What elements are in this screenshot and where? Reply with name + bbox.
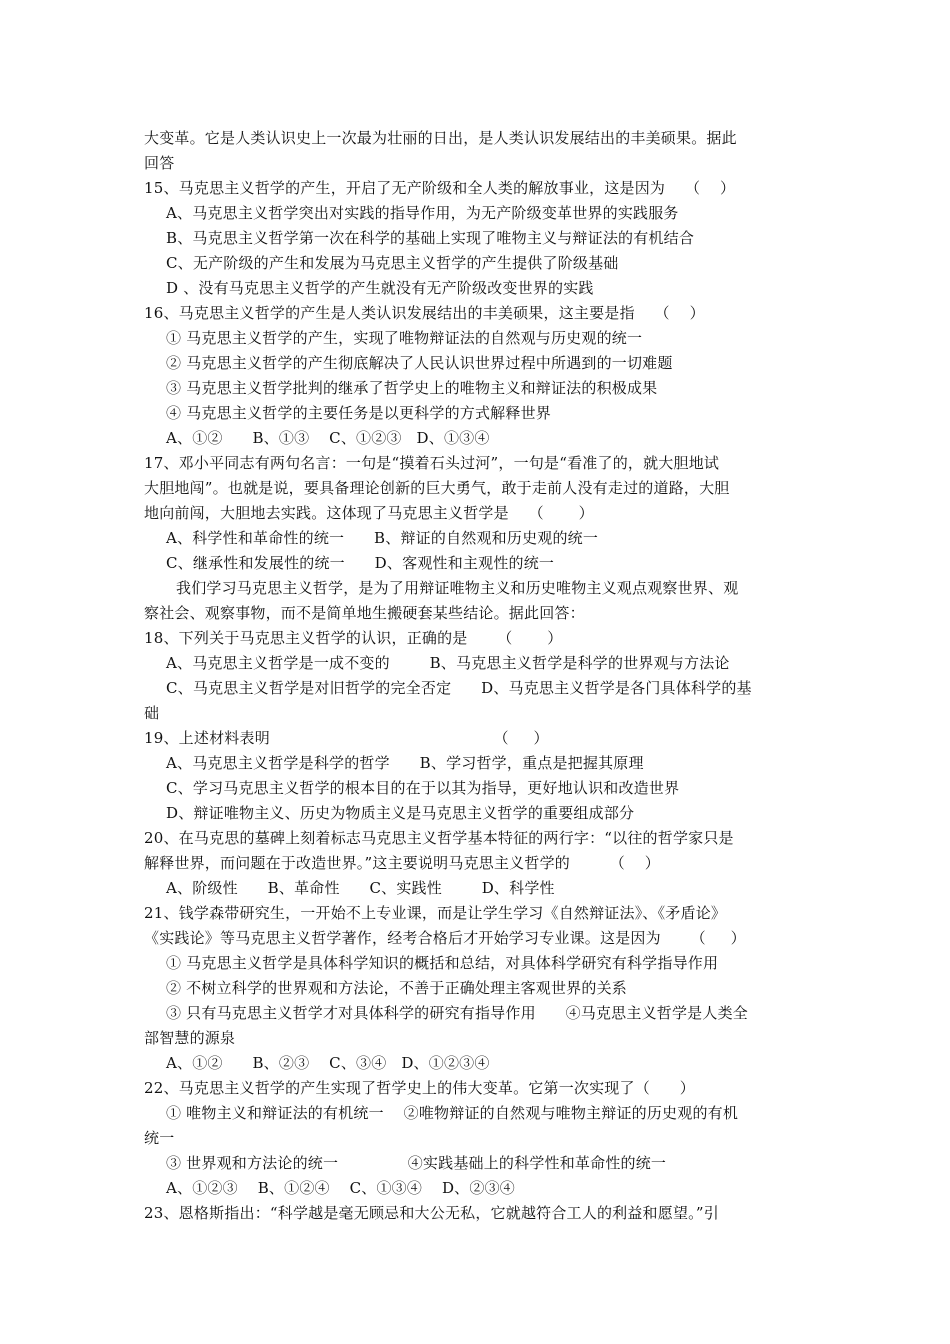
question-20-cont: 解释世界，而问题在于改造世界。”这主要说明马克思主义哲学的 （ ） xyxy=(144,854,660,872)
options-ab: A、科学性和革命性的统一 B、辩证的自然观和历史观的统一 xyxy=(166,529,599,547)
options-cd: C、继承性和发展性的统一 D、客观性和主观性的统一 xyxy=(166,554,555,572)
answer-options: A、阶级性 B、革命性 C、实践性 D、科学性 xyxy=(166,879,555,897)
answer-options: A、①②③ B、①②④ C、①③④ D、②③④ xyxy=(166,1179,515,1197)
option-c: C、无产阶级的产生和发展为马克思主义哲学的产生提供了阶级基础 xyxy=(166,254,619,272)
statement-3-4: ③ 世界观和方法论的统一 ④实践基础上的科学性和革命性的统一 xyxy=(166,1154,667,1172)
question-17: 17、邓小平同志有两句名言：一句是“摸着石头过河”，一句是“看准了的，就大胆地试 xyxy=(144,454,720,472)
statement-4: ④ 马克思主义哲学的主要任务是以更科学的方式解释世界 xyxy=(166,404,551,422)
answer-options: A、①② B、②③ C、③④ D、①②③④ xyxy=(166,1054,490,1072)
passage-line: 察社会、观察事物，而不是简单地生搬硬套某些结论。据此回答： xyxy=(144,604,585,622)
statement-1: ① 马克思主义哲学的产生，实现了唯物辩证法的自然观与历史观的统一 xyxy=(166,329,643,347)
option-d: D、辩证唯物主义、历史为物质主义是马克思主义哲学的重要组成部分 xyxy=(166,804,635,822)
statement-1-2: ① 唯物主义和辩证法的有机统一 ②唯物辩证的自然观与唯物主辩证的历史观的有机 xyxy=(166,1104,739,1122)
option-d: D 、没有马克思主义哲学的产生就没有无产阶级改变世界的实践 xyxy=(166,279,594,297)
statement-2-cont: 统一 xyxy=(144,1129,175,1147)
question-16: 16、马克思主义哲学的产生是人类认识发展结出的丰美硕果，这主要是指 （ ） xyxy=(144,304,705,322)
passage-line: 回答 xyxy=(144,154,175,172)
statement-1: ① 马克思主义哲学是具体科学知识的概括和总结，对具体科学研究有科学指导作用 xyxy=(166,954,719,972)
statement-3: ③ 马克思主义哲学批判的继承了哲学史上的唯物主义和辩证法的积极成果 xyxy=(166,379,658,397)
options-ab: A、马克思主义哲学是一成不变的 B、马克思主义哲学是科学的世界观与方法论 xyxy=(166,654,730,672)
answer-options: A、①② B、①③ C、①②③ D、①③④ xyxy=(166,429,490,447)
question-21-cont: 《实践论》等马克思主义哲学著作，经考合格后才开始学习专业课。这是因为 （ ） xyxy=(144,929,746,947)
question-20: 20、在马克思的墓碑上刻着标志马克思主义哲学基本特征的两行字：“以往的哲学家只是 xyxy=(144,829,734,847)
question-17-cont: 地向前闯，大胆地去实践。这体现了马克思主义哲学是 （ ） xyxy=(144,504,594,522)
option-c: C、学习马克思主义哲学的根本目的在于以其为指导，更好地认识和改造世界 xyxy=(166,779,680,797)
option-b: B、马克思主义哲学第一次在科学的基础上实现了唯物主义与辩证法的有机结合 xyxy=(166,229,695,247)
statement-2: ② 马克思主义哲学的产生彻底解决了人民认识世界过程中所遇到的一切难题 xyxy=(166,354,673,372)
options-cd: C、马克思主义哲学是对旧哲学的完全否定 D、马克思主义哲学是各门具体科学的基 xyxy=(166,679,752,697)
statement-4-cont: 部智慧的源泉 xyxy=(144,1029,236,1047)
question-15: 15、马克思主义哲学的产生，开启了无产阶级和全人类的解放事业，这是因为 （ ） xyxy=(144,179,736,197)
question-17-cont: 大胆地闯”。也就是说，要具备理论创新的巨大勇气，敢于走前人没有走过的道路，大胆 xyxy=(144,479,730,497)
option-a: A、马克思主义哲学突出对实践的指导作用，为无产阶级变革世界的实践服务 xyxy=(166,204,679,222)
options-ab: A、马克思主义哲学是科学的哲学 B、学习哲学，重点是把握其原理 xyxy=(166,754,644,772)
passage-line: 大变革。它是人类认识史上一次最为壮丽的日出，是人类认识发展结出的丰美硕果。据此 xyxy=(144,129,737,147)
question-18: 18、下列关于马克思主义哲学的认识，正确的是 （ ） xyxy=(144,629,563,647)
question-21: 21、钱学森带研究生，一开始不上专业课，而是让学生学习《自然辩证法》、《矛盾论》 xyxy=(144,904,727,922)
options-cd-cont: 础 xyxy=(144,704,160,722)
statement-2: ② 不树立科学的世界观和方法论，不善于正确处理主客观世界的关系 xyxy=(166,979,627,997)
question-23: 23、恩格斯指出：“科学越是毫无顾忌和大公无私，它就越符合工人的利益和愿望。”引 xyxy=(144,1204,719,1222)
statement-3-4: ③ 只有马克思主义哲学才对具体科学的研究有指导作用 ④马克思主义哲学是人类全 xyxy=(166,1004,748,1022)
passage-line: 我们学习马克思主义哲学，是为了用辩证唯物主义和历史唯物主义观点观察世界、观 xyxy=(176,579,739,597)
question-19: 19、上述材料表明 （ ） xyxy=(144,729,549,747)
question-22: 22、马克思主义哲学的产生实现了哲学史上的伟大变革。它第一次实现了（ ） xyxy=(144,1079,695,1097)
